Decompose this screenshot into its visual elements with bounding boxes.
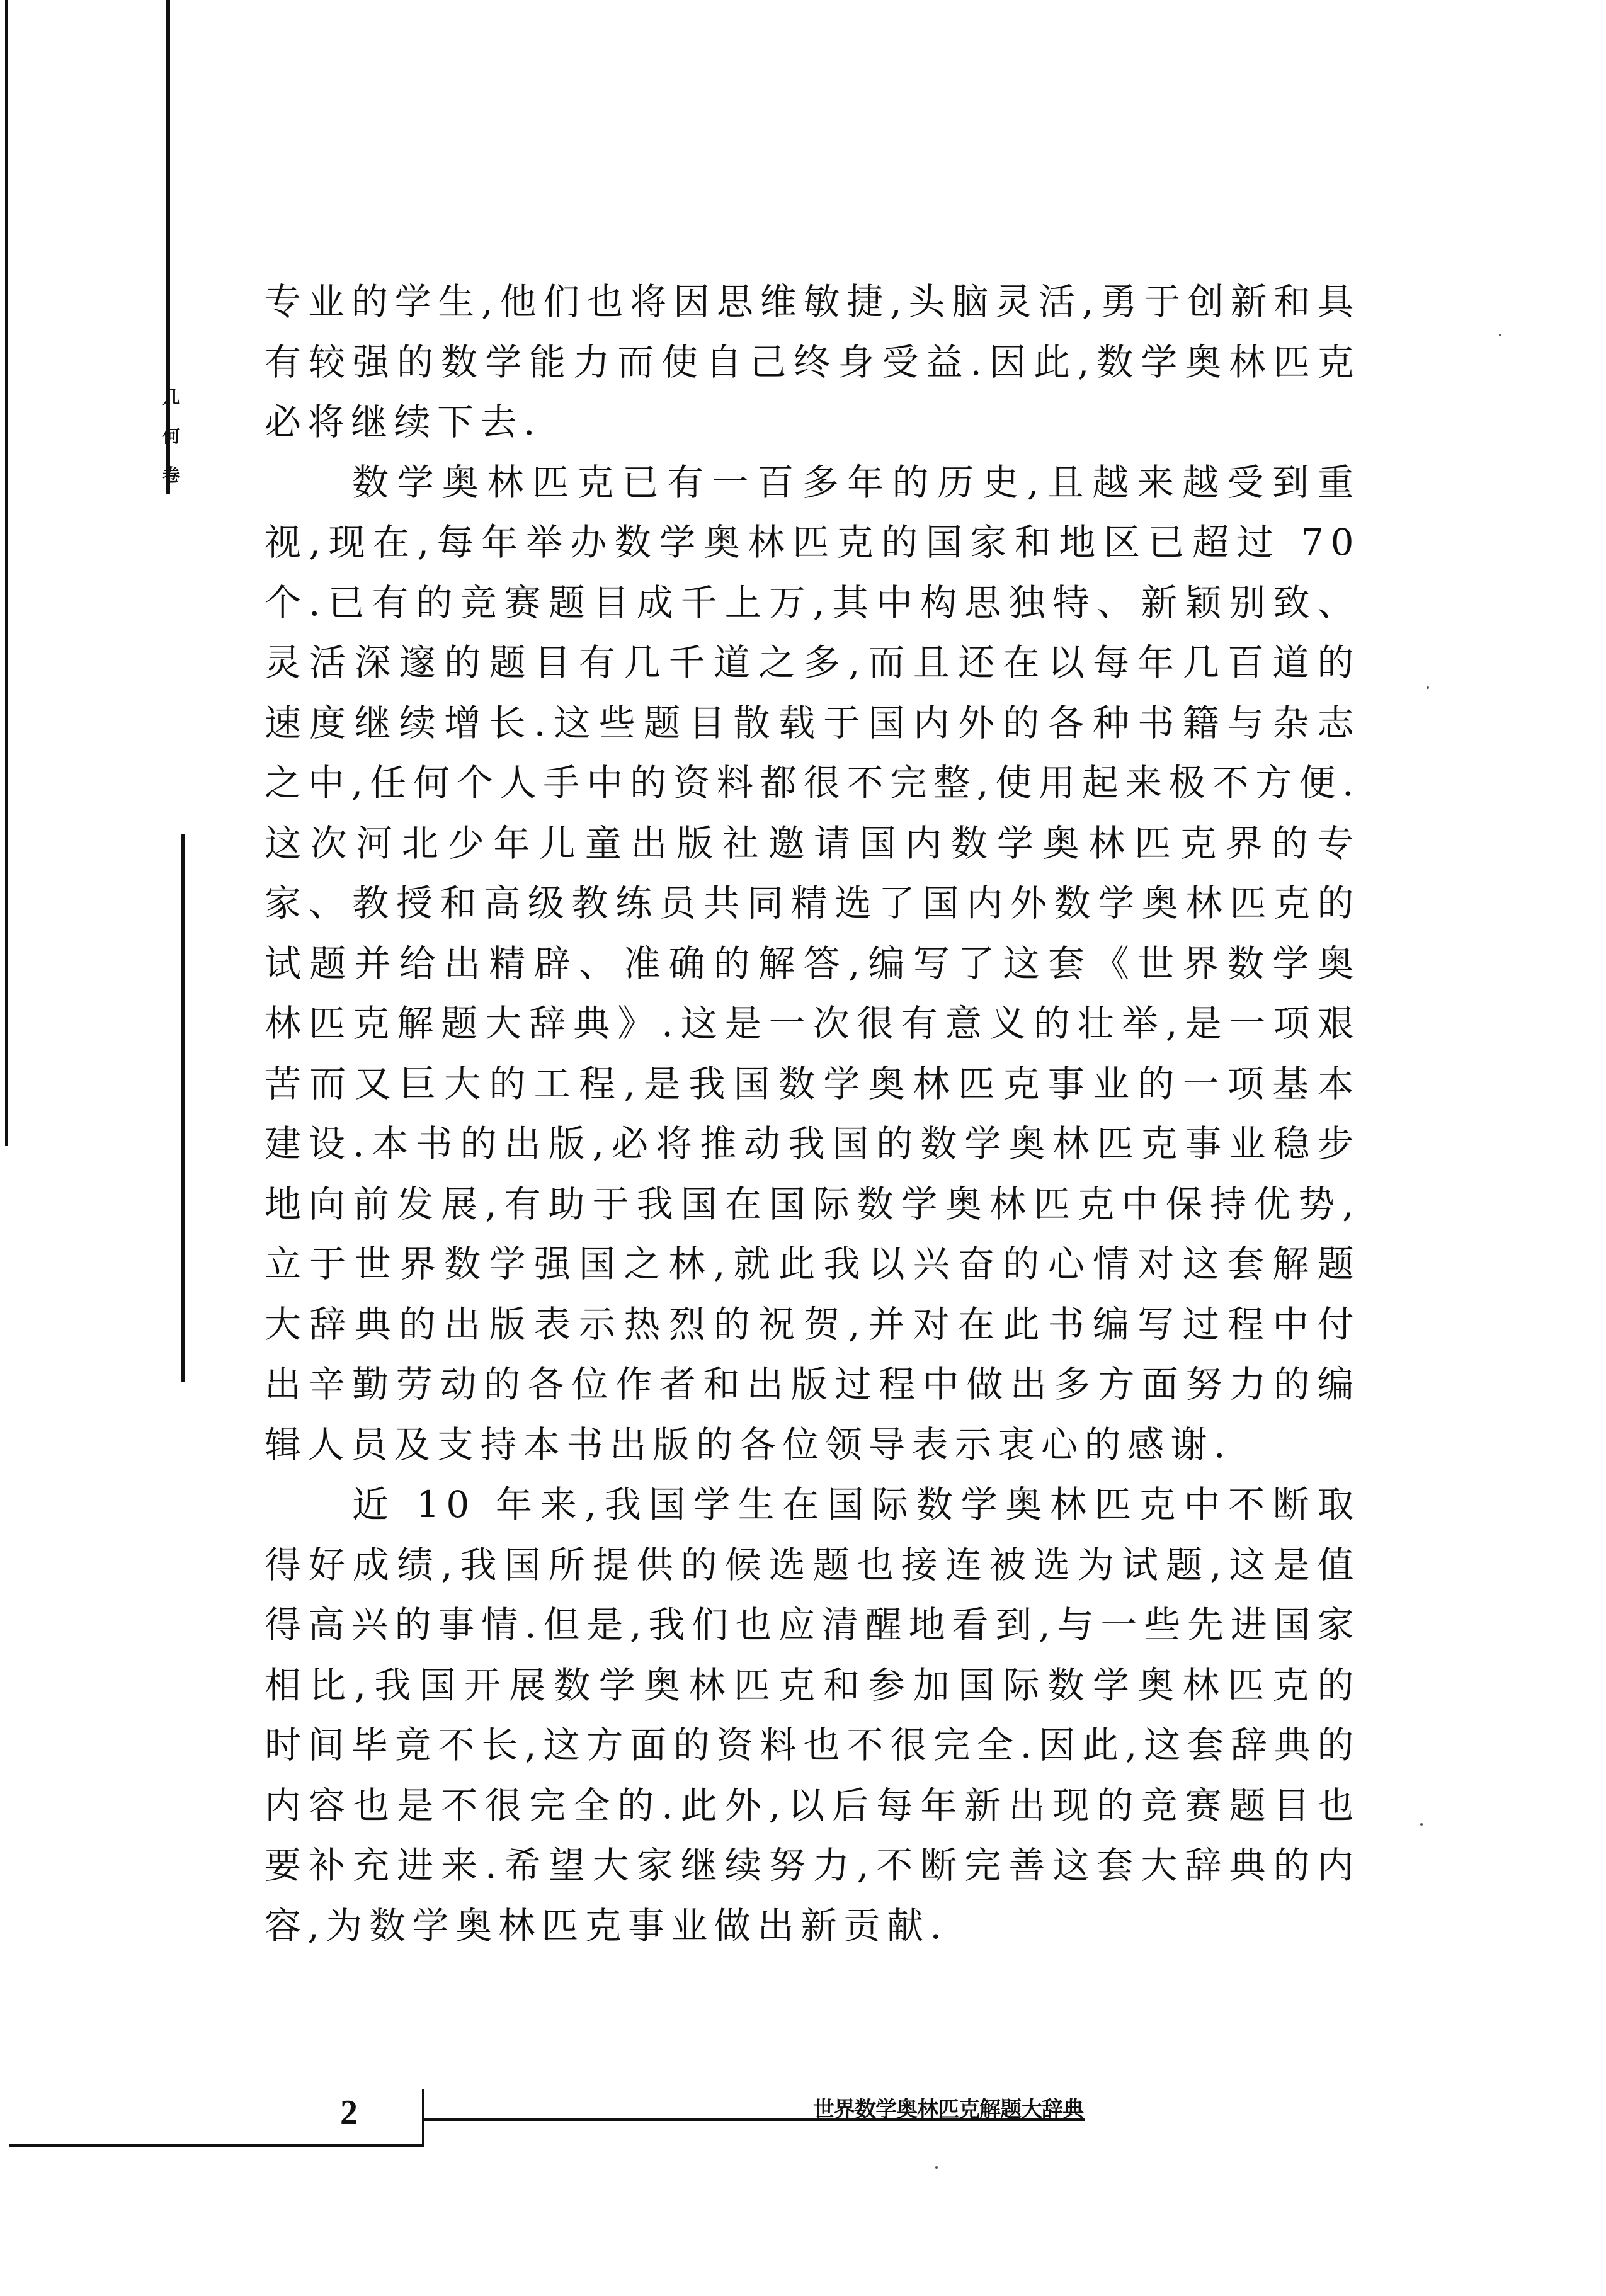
paragraph-1: 专业的学生,他们也将因思维敏捷,头脑灵活,勇于创新和具有较强的数学能力而使自己终身受益.因此,数学奥林匹克必将继续下去. bbox=[265, 280, 1360, 443]
body-text bbox=[265, 272, 1360, 1956]
scan-speck bbox=[1499, 334, 1501, 336]
side-label-char: 几 bbox=[162, 387, 180, 407]
footer-rule-left bbox=[9, 2144, 424, 2147]
volume-side-label bbox=[159, 378, 184, 495]
scan-speck bbox=[1427, 686, 1429, 689]
scan-edge-line bbox=[5, 0, 8, 1146]
side-label-char: 何 bbox=[162, 426, 180, 446]
page-number: 2 bbox=[340, 2093, 358, 2132]
running-footer-book-title: 世界数学奥林匹克解题大辞典 bbox=[813, 2097, 1083, 2122]
scan-speck bbox=[1420, 1823, 1423, 1826]
paragraph-3: 近 10 年来,我国学生在国际数学奥林匹克中不断取得好成绩,我国所提供的候选题也接连被选为试题,这是值得高兴的事情.但是,我们也应清醒地看到,与一些先进国家相比,我国开展数学奥林匹克和参加国际数学奥林匹克的时间毕竟不长,这方面的资料也不很完全.因此,这套辞典的内容也是不很完全的.此外,以后每年新出现的竞赛题目也要补充进来.希望大家继续努力,不断完善这套大辞典的内容,为数学奥林匹克事业做出新贡献. bbox=[265, 1483, 1360, 1947]
margin-rule-middle bbox=[181, 834, 185, 1382]
side-label-char: 卷 bbox=[162, 465, 180, 486]
scan-speck bbox=[935, 2166, 938, 2169]
paragraph-2: 数学奥林匹克已有一百多年的历史,且越来越受到重视,现在,每年举办数学奥林匹克的国家和地区已超过 70 个.已有的竞赛题目成千上万,其中构思独特、新颖别致、灵活深邃的题目有几千道之多,而且还在以每年几百道的速度继续增长.这些题目散载于国内外的各种书籍与杂志之中,任何个人手中的资料都很不完整,使用起来极不方便.这次河北少年儿童出版社邀请国内数学奥林匹克界的专家、教授和高级教练员共同精选了国内外数学奥林匹克的试题并给出精辟、准确的解答,编写了这套《世界数学奥林匹克解题大辞典》.这是一次很有意义的壮举,是一项艰苦而又巨大的工程,是我国数学奥林匹克事业的一项基本建设.本书的出版,必将推动我国的数学奥林匹克事业稳步地向前发展,有助于我国在国际数学奥林匹克中保持优势,立于世界数学强国之林,就此我以兴奋的心情对这套解题大辞典的出版表示热烈的祝贺,并对在此书编写过程中付出辛勤劳动的各位作者和出版过程中做出多方面努力的编辑人员及支持本书出版的各位领导表示衷心的感谢. bbox=[265, 460, 1360, 1466]
